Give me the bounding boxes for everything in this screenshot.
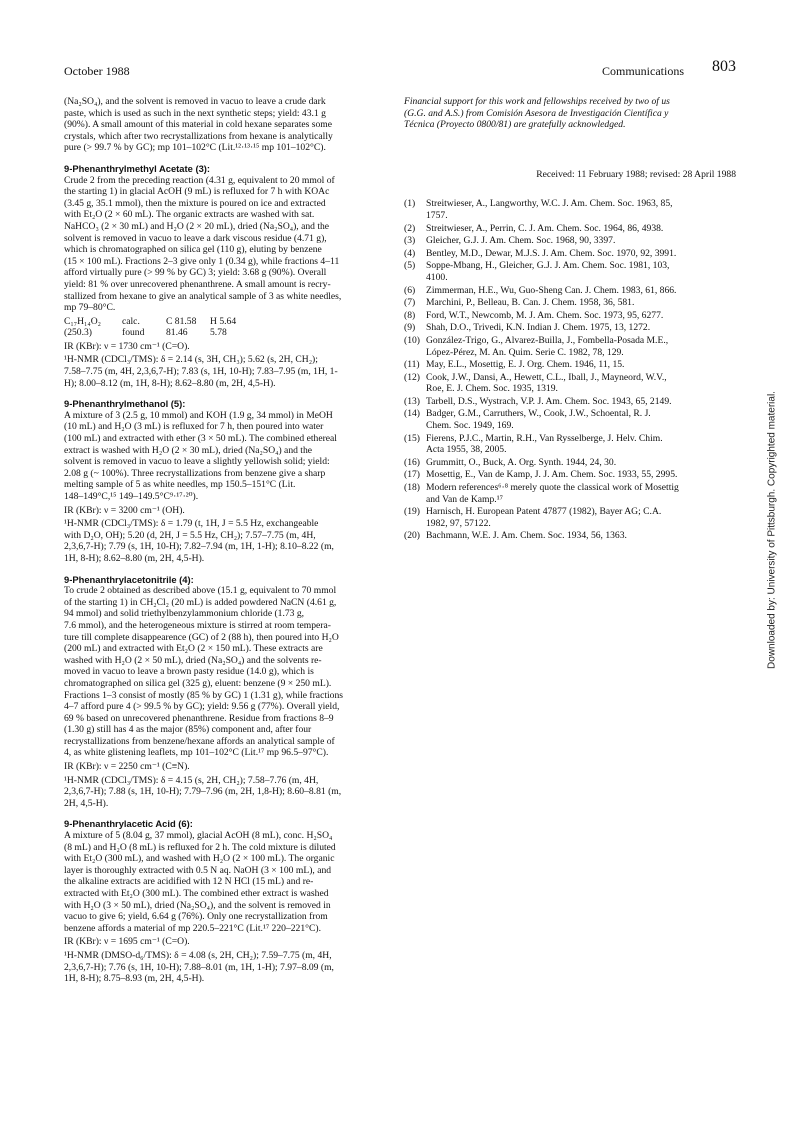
experimental-sections [64, 163, 391, 985]
text-line: with Et₂O (2 × 60 mL). The organic extracts are washed with sat. [64, 209, 315, 221]
reference-item [404, 359, 736, 371]
text-line: Financial support for this work and fellowships received by two of us [404, 96, 670, 107]
analysis-cell: 5.78 [210, 327, 227, 339]
text-line: 1H, 8-H); 8.62–8.80 (m, 2H, 4,5-H). [64, 552, 205, 564]
text-line: washed with H₂O (2 × 50 mL), dried (Na₂SO₄) and the solvents re- [64, 654, 322, 666]
acknowledgement [404, 96, 736, 131]
analysis-cell: calc. [122, 315, 140, 327]
analysis-cell: H 5.64 [210, 315, 237, 327]
text-line: IR (KBr): ν = 3200 cm⁻¹ (OH). [64, 504, 185, 516]
text-line: the starting 1) in glacial AcOH (9 mL) is refluxed for 7 h with KOAc [64, 186, 330, 198]
reference-text [426, 457, 736, 469]
spectral-data [64, 354, 391, 389]
text-line: González-Trigo, G., Alvarez-Builla, J., Fombella-Posada M.E., [426, 334, 669, 346]
text-line: Cook, J.W., Dansi, A., Hewett, C.L., Iball, J., Mayneord, W.V., [426, 371, 667, 383]
text-line: Bachmann, W.E. J. Am. Chem. Soc. 1934, 56, 1363. [426, 530, 627, 542]
reference-text [426, 322, 736, 334]
reference-text [426, 198, 736, 221]
text-line: Streitwieser, A., Langworthy, W.C. J. Am. Chem. Soc. 1963, 85, [426, 198, 673, 210]
reference-text [426, 359, 736, 371]
reference-number: (8) [404, 309, 416, 321]
text-line: benzene affords a material of mp 220.5–221°C (Lit.¹⁷ 220–221°C). [64, 922, 321, 934]
section-title: 9-Phenanthrylmethanol (5): [64, 398, 186, 410]
page-number: 803 [712, 58, 736, 75]
text-line: Mosettig, E., Van de Kamp, J. J. Am. Chem. Soc. 1933, 55, 2995. [426, 469, 678, 481]
text-line: melting sample of 5 as white needles, mp 150.5–151°C (Lit. [64, 479, 296, 491]
text-line: 148–149°C,¹⁵ 149–149.5°C⁹·¹⁷·²⁰). [64, 491, 199, 502]
reference-item [404, 372, 736, 395]
reference-text [426, 506, 736, 529]
text-line: which is chromatographed on silica gel (110 g), eluting by benzene [64, 244, 322, 256]
text-line: 2.08 g (~ 100%). Three recrystallizations from benzene give a sharp [64, 467, 326, 479]
text-line: Fierens, P.J.C., Martin, R.H., Van Rysselberge, J. Helv. Chim. [426, 432, 663, 444]
text-line: ture till complete disappearence (GC) of 2 (88 h), then poured into H₂O [64, 631, 339, 643]
reference-number: (17) [404, 469, 420, 481]
text-line: Gleicher, G.J. J. Am. Chem. Soc. 1968, 90, 3397. [426, 235, 616, 247]
reference-item [404, 408, 736, 431]
reference-number: (15) [404, 432, 420, 444]
text-line: Marchini, P., Belleau, B. Can. J. Chem. 1958, 36, 581. [426, 297, 635, 309]
reference-item [404, 530, 736, 542]
spectral-data [64, 518, 391, 564]
text-line: 2,3,6,7-H); 7.79 (s, 1H, 10-H); 7.82–7.94 (m, 1H, 1-H); 8.10–8.22 (m, [64, 541, 334, 553]
reference-text [426, 248, 736, 260]
reference-text [426, 260, 736, 283]
analysis-cell: 81.46 [166, 327, 188, 339]
section-title: 9-Phenanthrylacetonitrile (4): [64, 573, 194, 585]
text-line: May, E.L., Mosettig, E. J. Org. Chem. 1946, 11, 15. [426, 359, 625, 371]
text-line: IR (KBr): ν = 1730 cm⁻¹ (C=O). [64, 340, 190, 352]
text-line: IR (KBr): ν = 1695 cm⁻¹ (C=O). [64, 936, 190, 948]
text-line: 4–7 afford pure 4 (> 99.5 % by GC); yield: 9.56 g (77%). Overall yield, [64, 701, 340, 713]
text-line: Fractions 1–3 consist of mostly (85 % by GC) 1 (1.31 g), while fractions [64, 689, 343, 701]
reference-number: (12) [404, 371, 420, 383]
reference-item [404, 285, 736, 297]
reference-item [404, 310, 736, 322]
reference-number: (13) [404, 395, 420, 407]
spectral-data [64, 505, 391, 517]
spectral-data [64, 775, 391, 810]
text-line: ¹H-NMR (CDCl₃/TMS): δ = 1.79 (t, 1H, J = 5.5 Hz, exchangeable [64, 518, 319, 530]
text-line: 1757. [426, 209, 448, 221]
text-line: Zimmerman, H.E., Wu, Guo-Sheng Can. J. Chem. 1983, 61, 866. [426, 284, 677, 296]
text-line: H); 8.00–8.12 (m, 1H, 8-H); 8.62–8.80 (m, 2H, 4,5-H). [64, 377, 276, 389]
section-title: 9-Phenanthrylmethyl Acetate (3): [64, 162, 211, 174]
reference-item [404, 297, 736, 309]
text-line: 4, as white glistening leaflets, mp 101–102°C (Lit.¹⁷ mp 96.5–97°C). [64, 747, 329, 759]
text-line: (10 mL) and H₂O (3 mL) is refluxed for 7 h, then poured into water [64, 421, 324, 433]
reference-text [426, 223, 736, 235]
text-line: A mixture of 5 (8.04 g, 37 mmol), glacial AcOH (8 mL), conc. H₂SO₄ [64, 830, 333, 842]
text-line: with H₂O (3 × 50 mL), dried (Na₂SO₄), and the solvent is removed in [64, 899, 331, 911]
reference-number: (11) [404, 359, 420, 371]
reference-number: (1) [404, 198, 416, 210]
spectral-data [64, 341, 391, 353]
reference-text [426, 310, 736, 322]
text-line: 1H, 8-H); 8.75–8.93 (m, 2H, 4,5-H). [64, 973, 205, 985]
reference-item [404, 396, 736, 408]
reference-text [426, 396, 736, 408]
download-watermark [752, 330, 792, 730]
watermark-text: Downloaded by: University of Pittsburgh. Copyrighted material. [766, 391, 778, 669]
header-section: Communications [602, 64, 684, 78]
text-line: ¹H-NMR (CDCl₃/TMS): δ = 2.14 (s, 3H, CH₃); 5.62 (s, 2H, CH₂); [64, 354, 318, 366]
reference-item [404, 457, 736, 469]
text-line: (200 mL) and extracted with Et₂O (2 × 150 mL). These extracts are [64, 643, 323, 655]
reference-number: (4) [404, 247, 416, 259]
reference-text [426, 482, 736, 505]
text-line: Modern references⁶·⁸ merely quote the classical work of Mosettig [426, 482, 679, 494]
reference-item [404, 469, 736, 481]
text-line: (3.45 g, 35.1 mmol), then the mixture is poured on ice and extracted [64, 197, 326, 209]
text-line: Grummitt, O., Buck, A. Org. Synth. 1944, 24, 30. [426, 456, 617, 468]
text-line: extracted with Et₂O (300 mL). The combined ether extract is washed [64, 888, 329, 899]
elemental-analysis [64, 316, 391, 339]
procedure-section [64, 574, 391, 810]
text-line: Roe, E. J. Chem. Soc. 1935, 1319. [426, 383, 558, 395]
text-line: (90%). A small amount of this material in cold hexane separates some [64, 119, 333, 131]
text-line: ¹H-NMR (CDCl₃/TMS): δ = 4.15 (s, 2H, CH₂); 7.58–7.76 (m, 4H, [64, 774, 319, 786]
spectral-data [64, 761, 391, 773]
reference-text [426, 372, 736, 395]
analysis-cell: found [122, 327, 145, 339]
text-line: layer is thoroughly extracted with 0.5 N aq. NaOH (3 × 100 mL), and [64, 864, 332, 876]
text-line: (Na₂SO₄), and the solvent is removed in vacuo to leave a crude dark [64, 96, 326, 107]
text-line: Crude 2 from the preceding reaction (4.31 g, equivalent to 20 mmol of [64, 174, 335, 186]
text-line: paste, which is used as such in the next synthetic steps; yield: 43.1 g [64, 107, 326, 119]
reference-item [404, 506, 736, 529]
reference-number: (5) [404, 260, 416, 272]
reference-number: (6) [404, 284, 416, 296]
intro-paragraph [64, 96, 391, 154]
text-line: moved in vacuo to leave a brown pasty residue (14.0 g), which is [64, 666, 314, 678]
reference-number: (18) [404, 482, 420, 494]
reference-number: (3) [404, 235, 416, 247]
reference-item [404, 223, 736, 235]
reference-text [426, 297, 736, 309]
reference-item [404, 335, 736, 358]
text-line: 94 mmol) and solid triethylbenzylammonium chloride (1.73 g, [64, 608, 305, 620]
procedure-section [64, 818, 391, 984]
text-line: of the starting 1) in CH₂Cl₂ (20 mL) is added powdered NaCN (4.61 g, [64, 596, 337, 608]
reference-text [426, 408, 736, 431]
text-line: vacuo to give 6; yield, 6.64 g (76%). Only one recrystallization from [64, 911, 328, 923]
text-line: Chem. Soc. 1949, 169. [426, 420, 514, 432]
text-line: with Et₂O (300 mL), and washed with H₂O (2 × 100 mL). The organic [64, 853, 335, 865]
received-date: Received: 11 February 1988; revised: 28 April 1988 [536, 168, 736, 180]
reference-item [404, 248, 736, 260]
analysis-cell: C₁₇H₁₄O₂ [64, 315, 101, 327]
text-line: extract is washed with H₂O (2 × 30 mL), dried (Na₂SO₄) and the [64, 444, 313, 456]
text-line: 4100. [426, 271, 448, 283]
text-line: (1.30 g) still has 4 as the major (85%) component and, after four [64, 724, 312, 736]
reference-number: (16) [404, 456, 420, 468]
reference-item [404, 260, 736, 283]
text-line: mp 79–80°C. [64, 302, 116, 314]
reference-text [426, 335, 736, 358]
left-column [64, 96, 391, 985]
text-line: yield: 81 % over unrecovered phenanthrene. A small amount is recry- [64, 278, 331, 290]
text-line: (G.G. and A.S.) from Comisión Asesora de Investigación Científica y [404, 107, 669, 119]
text-line: Shah, D.O., Trivedi, K.N. Indian J. Chem. 1975, 13, 1272. [426, 322, 651, 334]
text-line: To crude 2 obtained as described above (15.1 g, equivalent to 70 mmol [64, 585, 337, 597]
text-line: solvent is removed in vacuo to leave a slightly yellowish solid; yield: [64, 456, 330, 468]
procedure-section [64, 398, 391, 564]
text-line: Streitwieser, A., Perrin, C. J. Am. Chem. Soc. 1964, 86, 4938. [426, 222, 664, 234]
text-line: (8 mL) and H₂O (8 mL) is refluxed for 2 h. The cold mixture is diluted [64, 841, 336, 853]
text-line: 69 % based on unrecovered phenanthrene. Residue from fractions 8–9 [64, 712, 334, 724]
analysis-cell: C 81.58 [166, 315, 197, 327]
references-list [404, 198, 736, 542]
text-line: Badger, G.M., Carruthers, W., Cook, J.W., Schoental, R. J. [426, 408, 651, 420]
reference-item [404, 198, 736, 221]
text-line: pure (> 99.7 % by GC); mp 101–102°C (Lit.¹²·¹³·¹⁵ mp 101–102°C). [64, 142, 326, 154]
text-line: 7.58–7.75 (m, 4H, 2,3,6,7-H); 7.83 (s, 1H, 10-H); 7.83–7.95 (m, 1H, 1- [64, 366, 338, 378]
reference-item [404, 235, 736, 247]
text-line: 7.6 mmol), and the heterogeneous mixture is stirred at room tempera- [64, 619, 331, 631]
text-line: 2,3,6,7-H); 7.76 (s, 1H, 10-H); 7.88–8.01 (m, 1H, 1-H); 7.97–8.09 (m, [64, 961, 334, 973]
text-line: Acta 1955, 38, 2005. [426, 444, 507, 456]
text-line: IR (KBr): ν = 2250 cm⁻¹ (C≡N). [64, 761, 190, 773]
reference-number: (14) [404, 408, 420, 420]
reference-number: (10) [404, 334, 420, 346]
text-line: stallized from hexane to give an analytical sample of 3 as white needles, [64, 290, 342, 302]
spectral-data [64, 936, 391, 948]
text-line: NaHCO₃ (2 × 30 mL) and H₂O (2 × 20 mL), dried (Na₂SO₄), and the [64, 220, 330, 232]
reference-text [426, 235, 736, 247]
reference-text [426, 530, 736, 542]
text-line: with D₂O, OH); 5.20 (d, 2H, J = 5.5 Hz, CH₂); 7.57–7.75 (m, 4H, [64, 529, 316, 541]
reference-number: (19) [404, 506, 420, 518]
text-line: and Van de Kamp.¹⁷ [426, 493, 503, 505]
reference-item [404, 433, 736, 456]
reference-number: (20) [404, 530, 420, 542]
page-header [64, 54, 736, 84]
reference-text [426, 433, 736, 456]
header-date: October 1988 [64, 64, 130, 78]
section-title: 9-Phenanthrylacetic Acid (6): [64, 818, 193, 830]
procedure-section [64, 163, 391, 389]
text-line: Harnisch, H. European Patent 47877 (1982), Bayer AG; C.A. [426, 506, 662, 518]
text-line: Bentley, M.D., Dewar, M.J.S. J. Am. Chem. Soc. 1970, 92, 3991. [426, 247, 677, 259]
reference-item [404, 482, 736, 505]
spectral-data [64, 950, 391, 985]
text-line: 2H, 4,5-H). [64, 797, 109, 809]
text-line: (100 mL) and extracted with ether (3 × 50 mL). The combined ethereal [64, 433, 337, 445]
reference-number: (9) [404, 322, 416, 334]
text-line: (15 × 100 mL). Fractions 2–3 give only 1 (0.34 g), while fractions 4–11 [64, 255, 340, 267]
text-line: chromatographed on silica gel (325 g), eluent: benzene (9 × 250 mL). [64, 677, 332, 689]
text-line: crystals, which after two recrystallizations from hexane is analytically [64, 130, 333, 142]
reference-text [426, 469, 736, 481]
text-line: Tarbell, D.S., Wystrach, V.P. J. Am. Chem. Soc. 1943, 65, 2149. [426, 395, 672, 407]
text-line: recrystallizations from benzene/hexane affords an analytical sample of [64, 735, 335, 747]
text-line: 2,3,6,7-H); 7.88 (s, 1H, 10-H); 7.79–7.96 (m, 2H, 1,8-H); 8.60–8.81 (m, [64, 786, 342, 798]
text-line: 1982, 97, 57122. [426, 517, 491, 529]
text-line: A mixture of 3 (2.5 g, 10 mmol) and KOH (1.9 g, 34 mmol) in MeOH [64, 409, 333, 421]
reference-item [404, 322, 736, 334]
text-line: Ford, W.T., Newcomb, M. J. Am. Chem. Soc. 1973, 95, 6277. [426, 309, 664, 321]
text-line: Soppe-Mbang, H., Gleicher, G.J. J. Am. Chem. Soc. 1981, 103, [426, 260, 670, 272]
text-line: ¹H-NMR (DMSO-d₆/TMS): δ = 4.08 (s, 2H, CH₂); 7.59–7.75 (m, 4H, [64, 949, 332, 961]
text-line: López-Pérez, M. An. Quim. Serie C. 1982, 78, 129. [426, 346, 624, 358]
right-column [404, 96, 736, 543]
text-line: Técnica (Proyecto 0800/81) are gratefully acknowledged. [404, 119, 626, 131]
text-line: solvent is removed in vacuo to leave a dark viscous residue (4.71 g), [64, 232, 327, 244]
text-line: afford virtually pure (> 99 % by GC) 3; yield: 3.68 g (90%). Overall [64, 267, 327, 279]
analysis-cell: (250.3) [64, 327, 92, 339]
reference-text [426, 285, 736, 297]
reference-number: (2) [404, 222, 416, 234]
reference-number: (7) [404, 297, 416, 309]
text-line: the alkaline extracts are acidified with 12 N HCl (15 mL) and re- [64, 876, 314, 888]
